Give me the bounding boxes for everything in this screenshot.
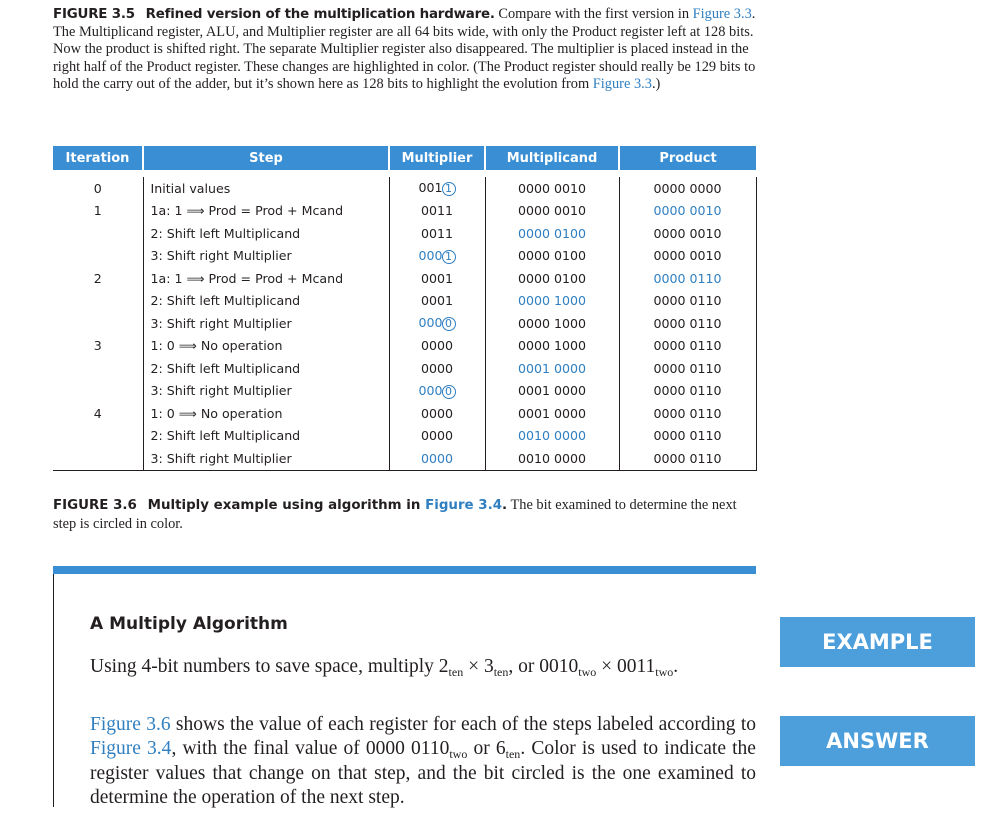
header-multiplier: Multiplier — [389, 146, 485, 174]
example-tab: EXAMPLE — [780, 617, 975, 667]
multiplier-cell: 0011 — [389, 222, 485, 245]
multiplier-value: 000 — [418, 382, 443, 398]
question-text-3: , or 0010 — [508, 656, 579, 677]
multiplier-value: 000 — [418, 315, 443, 331]
product-cell: 0000 0110 — [619, 402, 756, 425]
table-row — [53, 425, 756, 448]
table-row — [53, 245, 756, 268]
step-cell: 3: Shift right Multiplier — [143, 380, 389, 403]
step-cell: 1a: 1 ⟹ Prod = Prod + Mcand — [143, 200, 389, 223]
multiplier-cell: 0000 — [389, 402, 485, 425]
figure-3-5-text-3: .) — [651, 76, 661, 93]
multiplier-cell: 0000 — [389, 425, 485, 448]
multiplier-value: 000 — [418, 247, 443, 263]
product-cell: 0000 0010 — [619, 222, 756, 245]
table-row — [53, 222, 756, 245]
iteration-cell — [53, 357, 143, 380]
figure-3-6-caption — [53, 496, 758, 533]
iteration-cell: 0 — [53, 174, 143, 200]
examined-bit-circle: 1 — [442, 182, 456, 196]
step-cell: 3: Shift right Multiplier — [143, 447, 389, 470]
example-section-left-border — [53, 574, 54, 807]
header-product: Product — [619, 146, 756, 174]
table-row — [53, 402, 756, 425]
figure-3-6-title: Multiply example using algorithm in — [147, 498, 426, 513]
figure-3-3-link-2[interactable]: Figure 3.3 — [592, 76, 652, 93]
table-row — [53, 312, 756, 335]
product-cell: 0000 0110 — [619, 335, 756, 358]
figure-3-3-link-1[interactable]: Figure 3.3 — [692, 6, 752, 22]
multiplicand-cell-changed: 0001 0000 — [485, 357, 619, 380]
answer-text-4: . Color is used to indicate the register values that change on that step, and the bit circled is the one examined to determine the operation of the next step. — [90, 738, 756, 808]
figure-3-5-label: FIGURE 3.5 — [53, 7, 135, 22]
iteration-cell — [53, 312, 143, 335]
multiplicand-cell-changed: 0000 1000 — [485, 290, 619, 313]
question-subscript-two: two — [578, 665, 597, 679]
question-text-1: Using 4-bit numbers to save space, multiply 2 — [90, 656, 449, 677]
step-cell: 2: Shift left Multiplicand — [143, 357, 389, 380]
multiplicand-cell: 0000 1000 — [485, 335, 619, 358]
question-text-2: × 3 — [463, 656, 494, 677]
question-subscript-two: two — [655, 665, 674, 679]
multiplicand-cell-changed: 0000 0100 — [485, 222, 619, 245]
figure-3-5-text-2: . The Multiplicand register, ALU, and Multiplier register are all 64 bits wide, with only the Product register left at 128 bits. Now the product is shifted right. The separate Multiplier register also disappeared. The multiplier is placed instead in the right half of the Product register. These changes are highlighted in color. (The Product register should really be 129 bits to hold the carry out of the adder, but it’s shown here as 128 bits to highlight the evolution from — [53, 6, 756, 93]
answer-tab: ANSWER — [780, 716, 975, 766]
figure-3-4-link[interactable]: Figure 3.4 — [425, 498, 503, 513]
iteration-cell: 3 — [53, 335, 143, 358]
table-row — [53, 335, 756, 358]
header-step: Step — [143, 146, 389, 174]
multiplicand-cell: 0000 0010 — [485, 174, 619, 200]
figure-3-5-text-1: Compare with the first version in — [494, 6, 693, 22]
step-cell: 1: 0 ⟹ No operation — [143, 335, 389, 358]
table-row — [53, 200, 756, 223]
multiplicand-cell: 0000 0100 — [485, 267, 619, 290]
multiplier-cell: 0011 — [389, 200, 485, 223]
example-title: A Multiply Algorithm — [90, 614, 288, 634]
multiplicand-cell: 0001 0000 — [485, 402, 619, 425]
example-section-rule — [53, 566, 756, 574]
multiplier-cell-changed — [389, 380, 485, 403]
product-cell: 0000 0110 — [619, 312, 756, 335]
step-cell: 2: Shift left Multiplicand — [143, 222, 389, 245]
multiplier-cell: 0001 — [389, 267, 485, 290]
step-cell: 3: Shift right Multiplier — [143, 245, 389, 268]
question-text-4: × 0011 — [596, 656, 656, 677]
iteration-cell: 2 — [53, 267, 143, 290]
iteration-cell: 4 — [53, 402, 143, 425]
multiplier-value: 001 — [418, 180, 443, 196]
examined-bit-circle: 0 — [442, 317, 456, 331]
header-iteration: Iteration — [53, 146, 143, 174]
answer-subscript-two: two — [449, 747, 468, 761]
answer-subscript-ten: ten — [505, 747, 521, 761]
step-cell: 1a: 1 ⟹ Prod = Prod + Mcand — [143, 267, 389, 290]
figure-3-4-link[interactable]: Figure 3.4 — [90, 738, 172, 759]
step-cell: 2: Shift left Multiplicand — [143, 290, 389, 313]
multiplier-cell-changed: 0000 — [389, 447, 485, 470]
multiplicand-cell: 0000 1000 — [485, 312, 619, 335]
example-question — [90, 655, 770, 680]
multiplier-cell: 0001 — [389, 290, 485, 313]
table-row — [53, 290, 756, 313]
multiplicand-cell: 0010 0000 — [485, 447, 619, 470]
examined-bit-circle: 0 — [442, 385, 456, 399]
figure-3-6-link[interactable]: Figure 3.6 — [90, 714, 171, 735]
multiplier-cell-changed — [389, 312, 485, 335]
table-row — [53, 380, 756, 403]
iteration-cell: 1 — [53, 200, 143, 223]
multiplicand-cell: 0000 0100 — [485, 245, 619, 268]
iteration-cell — [53, 290, 143, 313]
step-cell: 3: Shift right Multiplier — [143, 312, 389, 335]
question-text-5: . — [673, 656, 679, 677]
multiply-steps-table — [53, 146, 757, 471]
table-row — [53, 174, 756, 200]
multiplier-cell: 0000 — [389, 335, 485, 358]
step-cell: 2: Shift left Multiplicand — [143, 425, 389, 448]
multiplier-cell-changed — [389, 245, 485, 268]
multiplicand-cell-changed: 0010 0000 — [485, 425, 619, 448]
step-cell: 1: 0 ⟹ No operation — [143, 402, 389, 425]
multiplicand-cell: 0000 0010 — [485, 200, 619, 223]
iteration-cell — [53, 245, 143, 268]
step-cell: Initial values — [143, 174, 389, 200]
table-header-row — [53, 146, 756, 174]
product-cell: 0000 0000 — [619, 174, 756, 200]
answer-text-1: shows the value of each register for each of the steps labeled according to — [170, 714, 756, 735]
examined-bit-circle: 1 — [442, 250, 456, 264]
answer-paragraph — [90, 713, 756, 810]
product-cell-changed: 0000 0010 — [619, 200, 756, 223]
figure-3-5-caption — [53, 6, 758, 94]
question-subscript-ten: ten — [448, 665, 464, 679]
iteration-cell — [53, 380, 143, 403]
iteration-cell — [53, 222, 143, 245]
table-row — [53, 267, 756, 290]
header-multiplicand: Multiplicand — [485, 146, 619, 174]
iteration-cell — [53, 425, 143, 448]
multiplier-cell: 0000 — [389, 357, 485, 380]
product-cell-changed: 0000 0110 — [619, 267, 756, 290]
figure-3-6-text: The bit examined to determine the next step is circled in color. — [53, 497, 737, 532]
product-cell: 0000 0110 — [619, 425, 756, 448]
figure-3-5-title: Refined version of the multiplication hardware. — [145, 7, 495, 22]
answer-text-3: or 6 — [467, 738, 506, 759]
answer-text-2: , with the final value of 0000 0110 — [171, 738, 450, 759]
multiplier-cell — [389, 174, 485, 200]
product-cell: 0000 0110 — [619, 380, 756, 403]
table-row — [53, 447, 756, 470]
question-subscript-ten: ten — [493, 665, 509, 679]
product-cell: 0000 0110 — [619, 290, 756, 313]
table-row — [53, 357, 756, 380]
product-cell: 0000 0110 — [619, 357, 756, 380]
multiplicand-cell: 0001 0000 — [485, 380, 619, 403]
iteration-cell — [53, 447, 143, 470]
figure-3-6-title-end: . — [502, 498, 508, 513]
product-cell: 0000 0010 — [619, 245, 756, 268]
figure-3-6-label: FIGURE 3.6 — [53, 498, 137, 513]
product-cell: 0000 0110 — [619, 447, 756, 470]
